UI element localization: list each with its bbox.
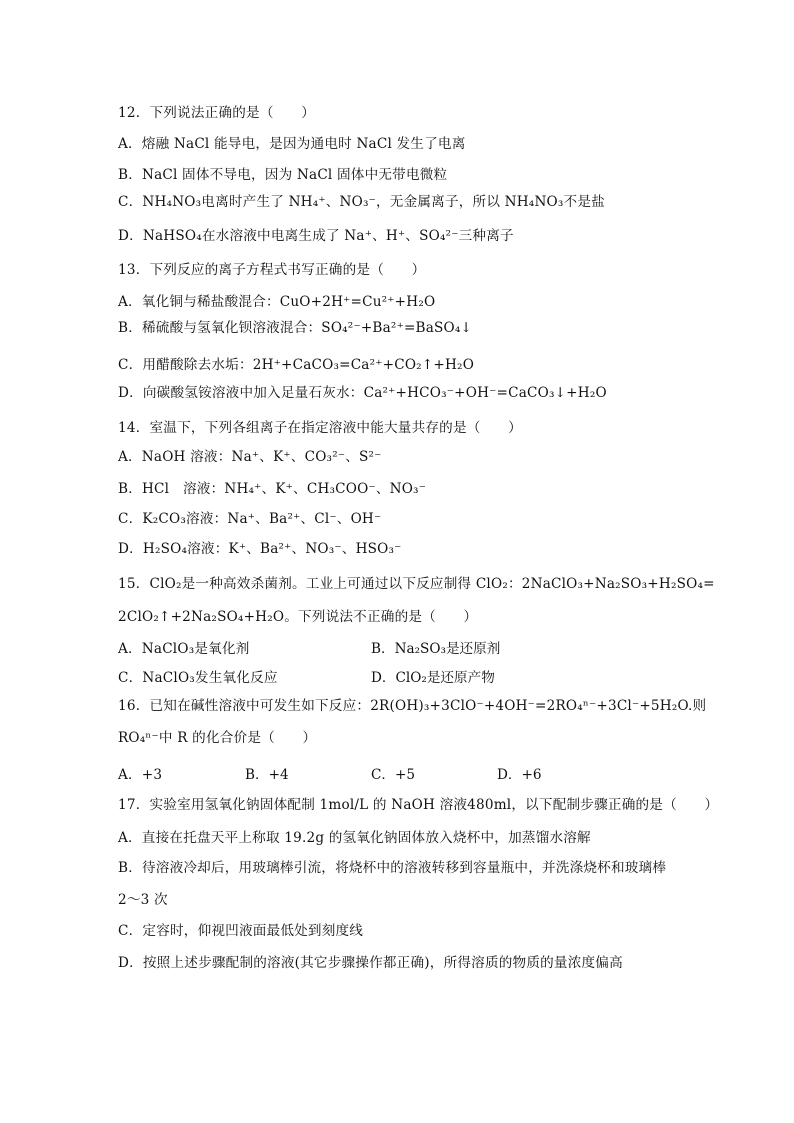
question-12-option-b: B．NaCl 固体不导电，因为 NaCl 固体中无带电微粒 (118, 167, 448, 183)
question-17-option-c: C．定容时，仰视凹液面最低处到刻度线 (118, 923, 364, 939)
question-13-option-a: A．氧化铜与稀盐酸混合：CuO+2H⁺=Cu²⁺+H₂O (118, 294, 436, 310)
question-13-stem: 13．下列反应的离子方程式书写正确的是（ ） (118, 262, 426, 278)
question-15-stem-line2: 2ClO₂↑+2Na₂SO₄+H₂O。下列说法不正确的是（ ） (118, 609, 478, 625)
question-17-option-b: B．待溶液冷却后，用玻璃棒引流，将烧杯中的溶液转移到容量瓶中，并洗涤烧杯和玻璃棒 (118, 860, 667, 876)
question-12-option-d: D．NaHSO₄在水溶液中电离生成了 Na⁺、H⁺、SO₄²⁻三种离子 (118, 228, 514, 244)
question-17-option-b-continued: 2～3 次 (118, 892, 168, 908)
question-13-option-c: C．用醋酸除去水垢：2H⁺+CaCO₃=Ca²⁺+CO₂↑+H₂O (118, 357, 475, 373)
question-14-option-c: C．K₂CO₃溶液：Na⁺、Ba²⁺、Cl⁻、OH⁻ (118, 511, 382, 527)
question-16-option-d: D．+6 (497, 767, 542, 783)
question-13-option-b: B．稀硫酸与氢氧化钡溶液混合：SO₄²⁻+Ba²⁺=BaSO₄↓ (118, 320, 473, 336)
question-17-option-a: A．直接在托盘天平上称取 19.2g 的氢氧化钠固体放入烧杯中，加蒸馏水溶解 (118, 830, 591, 846)
question-12-option-c: C．NH₄NO₃电离时产生了 NH₄⁺、NO₃⁻，无金属离子，所以 NH₄NO₃不是盐 (118, 194, 605, 210)
question-15-option-d: D．ClO₂是还原产物 (371, 670, 495, 686)
question-14-option-a: A．NaOH 溶液：Na⁺、K⁺、CO₃²⁻、S²⁻ (118, 449, 382, 465)
question-14-stem: 14．室温下，下列各组离子在指定溶液中能大量共存的是（ ） (118, 420, 522, 436)
question-14-option-b: B．HCl 溶液：NH₄⁺、K⁺、CH₃COO⁻、NO₃⁻ (118, 481, 427, 497)
question-15-option-c: C．NaClO₃发生氧化反应 (118, 670, 278, 686)
question-16-stem-line1: 16．已知在碱性溶液中可发生如下反应：2R(OH)₃+3ClO⁻+4OH⁻=2RO₄ⁿ⁻+3Cl⁻+5H₂O.则 (118, 698, 707, 714)
question-15-option-a: A．NaClO₃是氧化剂 (118, 641, 250, 657)
question-12-stem: 12．下列说法正确的是（ ） (118, 105, 316, 121)
question-14-option-d: D．H₂SO₄溶液：K⁺、Ba²⁺、NO₃⁻、HSO₃⁻ (118, 541, 402, 557)
question-16-stem-line2: RO₄ⁿ⁻中 R 的化合价是（ ） (118, 730, 317, 746)
question-17-option-d: D．按照上述步骤配制的溶液(其它步骤操作都正确)，所得溶质的物质的量浓度偏高 (118, 955, 623, 971)
question-16-option-a: A．+3 (118, 767, 163, 783)
question-16-option-b: B．+4 (245, 767, 289, 783)
question-15-stem-line1: 15．ClO₂是一种高效杀菌剂。工业上可通过以下反应制得 ClO₂：2NaClO₃+Na₂SO₃+H₂SO₄= (118, 576, 715, 592)
question-15-option-b: B．Na₂SO₃是还原剂 (371, 641, 501, 657)
question-17-stem: 17．实验室用氢氧化钠固体配制 1mol/L 的 NaOH 溶液480ml，以下配制步骤正确的是（ ） (118, 797, 719, 813)
question-12-option-a: A．熔融 NaCl 能导电，是因为通电时 NaCl 发生了电离 (118, 136, 466, 152)
question-16-option-c: C．+5 (371, 767, 416, 783)
question-13-option-d: D．向碳酸氢铵溶液中加入足量石灰水：Ca²⁺+HCO₃⁻+OH⁻=CaCO₃↓+H₂O (118, 385, 607, 401)
